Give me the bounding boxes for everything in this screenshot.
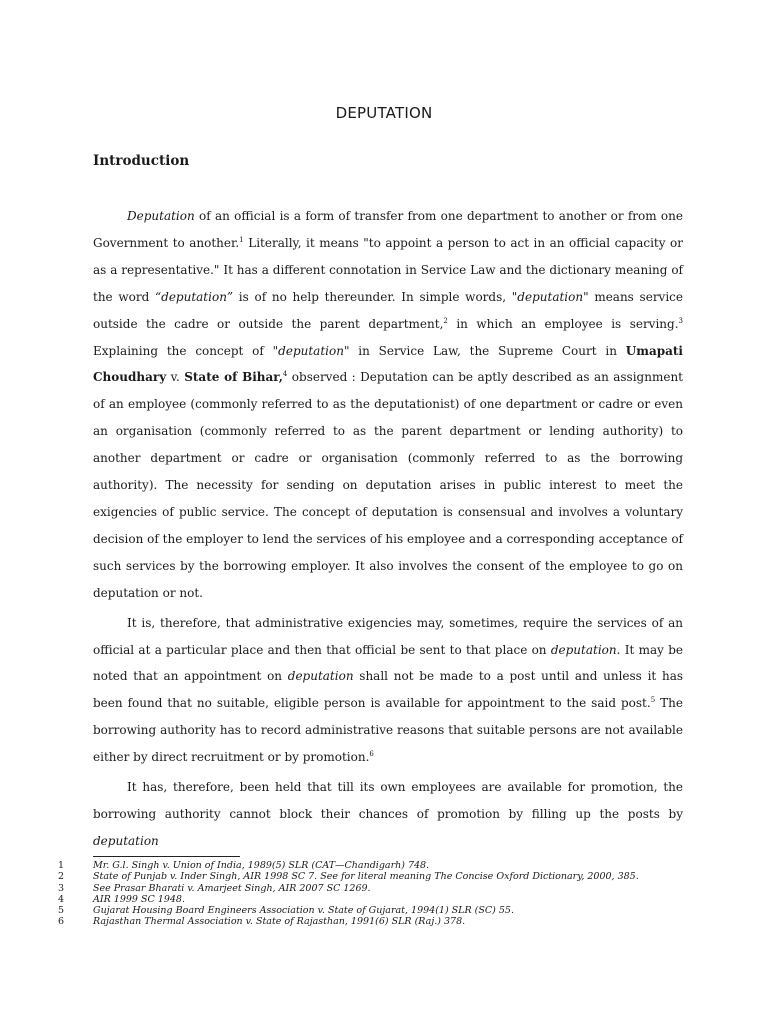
text-run: of an official is a form of transfer from one department to another or from one Government to another.: [93, 209, 683, 250]
footnote-text: Rajasthan Thermal Association v. State of Rajasthan, 1991(6) SLR (Raj.) 378.: [93, 916, 466, 928]
footnote-number: 1: [58, 860, 65, 871]
text-run: It may be noted that an appointment on: [93, 642, 683, 684]
footnote-text: See Prasar Bharati v. Amarjeet Singh, AIR 2007 SC 1269.: [93, 882, 371, 894]
paragraph-1: [93, 203, 683, 607]
text-run: is of no help thereunder. In simple words,: [233, 289, 512, 304]
footnote-ref: 3: [678, 316, 683, 325]
footnote-number: 3: [58, 882, 65, 894]
text-run: v.: [166, 370, 185, 385]
text-run: “deputation”: [155, 289, 234, 304]
text-run: means service outside the cadre or outside the parent department,: [93, 289, 683, 331]
footnote-item: [58, 894, 718, 905]
footnote-item: [58, 905, 718, 916]
footnote-number: 4: [58, 893, 65, 905]
text-run: "deputation": [272, 343, 350, 358]
text-run: deputation: [287, 669, 354, 684]
body-text: [93, 203, 683, 858]
paragraph-3: [93, 774, 683, 855]
section-heading: Introduction: [93, 153, 190, 169]
footnote-ref: 6: [369, 750, 374, 759]
text-run: in which an employee is serving.: [447, 316, 679, 331]
text-run: shall not be made to a post until and unless it has been found that no suitable, eligible person is available for appointment to the said post.: [93, 669, 684, 711]
footnote-ref: 4: [282, 370, 288, 379]
text-run: It has, therefore, been held that till its own employees are available for promotion, the borrowing authority cannot block their chances of promotion by filling up the posts by: [93, 780, 683, 821]
document-title: DEPUTATION: [335, 104, 433, 122]
text-run: Explaining the concept of: [93, 343, 273, 358]
footnote-number: 6: [58, 916, 65, 928]
text-run: Umapati Choudhary: [93, 343, 683, 385]
footnote-ref: 5: [650, 696, 656, 705]
footnote-item: [58, 883, 718, 894]
footnote-item: [58, 871, 718, 882]
footnote-item: [58, 860, 718, 871]
footnote-text: AIR 1999 SC 1948.: [93, 893, 185, 905]
text-run: Literally, it means "to appoint a person to act in an official capacity or as a representative." It has a different connotation in Service Law and the dictionary meaning of the word: [93, 235, 683, 304]
footnote-number: 5: [58, 905, 65, 917]
footnote-text: Gujarat Housing Board Engineers Association v. State of Gujarat, 1994(1) SLR (SC) 55.: [93, 905, 514, 917]
text-run: It is, therefore, that administrative exigencies may, sometimes, require the services of an official at a particular place and then that official be sent to that place on: [93, 615, 683, 657]
footnote-number: 2: [58, 871, 65, 883]
text-run: deputation.: [550, 642, 621, 657]
footnote-text: Mr. G.l. Singh v. Union of India, 1989(5) SLR (CAT—Chandigarh) 748.: [93, 860, 430, 871]
footnote-ref: 1: [239, 235, 244, 244]
text-run: Deputation: [127, 209, 195, 223]
text-run: State of Bihar,: [184, 370, 283, 385]
paragraph-2: [93, 610, 683, 771]
text-run: The borrowing authority has to record administrative reasons that suitable persons are not available either by direct recruitment or by promotion.: [93, 696, 683, 765]
text-run: deputation: [93, 833, 159, 848]
text-run: "deputation": [511, 289, 589, 304]
footnotes-list: [58, 860, 718, 928]
text-run: observed : Deputation can be aptly described as an assignment of an employee (commonly referred to as the deputationist) of one department or cadre or even an organisation (commonly referred to as the parent department or lending authority) to another department or cadre or organisation (commonly referred to as the borrowing authority). The necessity for sending on deputation arises in public interest to meet the exigencies of public service. The concept of deputation is consensual and involves a voluntary decision of the employer to lend the services of his employee and a corresponding acceptance of such services by the borrowing employer. It also involves the consent of the employee to go on deputation or not.: [93, 370, 683, 600]
footnote-ref: 2: [443, 316, 448, 325]
footnote-item: [58, 916, 718, 927]
footnote-divider: [93, 856, 240, 857]
text-run: in Service Law, the Supreme Court in: [349, 343, 626, 358]
footnote-text: State of Punjab v. Inder Singh, AIR 1998 SC 7. See for literal meaning The Concise Oxford Dictionary, 2000, 385.: [93, 871, 639, 883]
